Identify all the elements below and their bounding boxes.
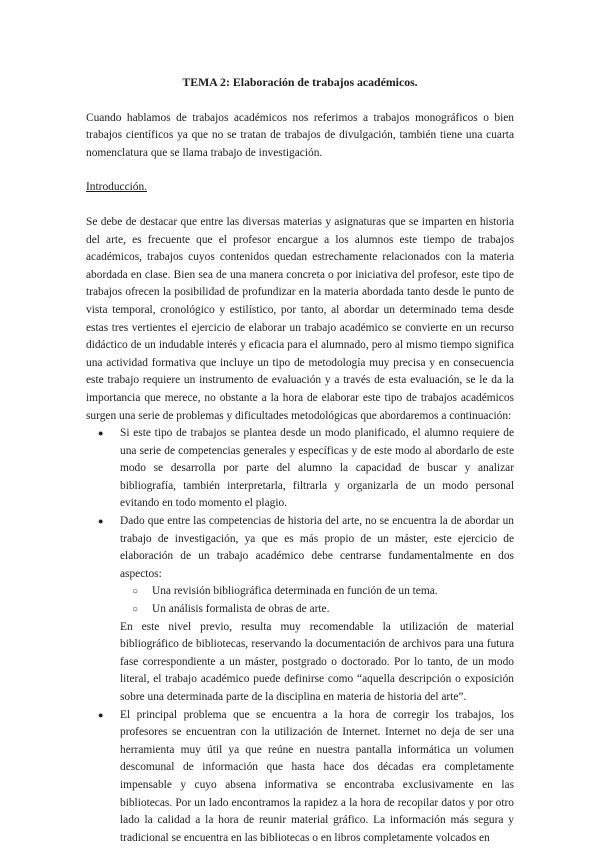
bullet-continuation: En este nivel previo, resulta muy recomendable la utilización de material bibliográfico de bibliotecas, reservando la documentación de archivos para una futura fase correspondiente a un máster, postgrado o doctorado. Por lo tanto, de un modo literal, el trabajo académico puede definirse como “aquella descripción o exposición sobre una determinada parte de la disciplina en materia de historia del arte”. bbox=[120, 620, 514, 703]
sub-bullet-item: ○ Un análisis formalista de obras de arte. bbox=[152, 601, 514, 619]
document-title: TEMA 2: Elaboración de trabajos académicos. bbox=[182, 75, 418, 89]
sub-bullet-item: ○ Una revisión bibliográfica determinada en función de un tema. bbox=[152, 583, 514, 601]
body-paragraph: Se debe de destacar que entre las diversas materias y asignaturas que se imparten en historia del arte, es frecuente que el profesor encargue a los alumnos este tiempo de trabajos académicos, trabajos cuyos contenidos quedan estrechamente relacionados con la materia abordada en clase. Bien sea de una manera concreta o por iniciativa del profesor, este tipo de trabajos ofrecen la posibilidad de profundizar en la materia abordada tanto desde le punto de vista temporal, cronológico y estilístico, por tanto, al abordar un determinado tema desde estas tres vertientes el ejercicio de elaborar un trabajo académico se convierte en un recurso didáctico de un indudable interés y eficacia para el alumnado, pero al mismo tiempo significa una actividad formativa que incluye un tipo de metodología muy precisa y en consecuencia este trabajo requiere un instrumento de evaluación y a través de esta evaluación, se le da la importancia que merece, no obstante a la hora de elaborar este tipo de trabajos académicos surgen una serie de problemas y dificultades metodológicas que abordaremos a continuación: bbox=[86, 215, 514, 422]
bullet-text: Dado que entre las competencias de historia del arte, no se encuentra la de abordar un trabajo de investigación, ya que es más propio de un máster, este ejercicio de elaboración de un trabajo académico debe centrarse fundamentalmente en dos aspectos: bbox=[120, 515, 514, 580]
sub-bullet-list bbox=[120, 583, 514, 618]
bullet-text: El principal problema que se encuentra a la hora de corregir los trabajos, los profesores se encuentran con la utilización de Internet. Internet no deja de ser una herramienta muy útil ya que reúne en nuestra pantalla informática un volumen descomunal de información que hasta hace dos décadas era completamente impensable y cuyo absena informativa se encontraba exclusivamente en las bibliotecas. Por un lado encontramos la rapidez a la hora de recopilar datos y por otro lado la calidad a la hora de reunir material gráfico. La información más segura y tradicional se encuentra en las bibliotecas o en libros completamente volcados en bbox=[120, 708, 514, 844]
bullet-item bbox=[120, 707, 514, 848]
section-heading: Introducción. bbox=[86, 181, 148, 194]
bullet-item bbox=[120, 513, 514, 707]
bullet-list bbox=[86, 425, 514, 847]
intro-paragraph: Cuando hablamos de trabajos académicos nos referimos a trabajos monográficos o bien trabajos científicos ya que no se tratan de trabajos de divulgación, también tiene una cuarta nomenclatura que se llama trabajo de investigación. bbox=[86, 111, 514, 159]
bullet-item bbox=[120, 425, 514, 513]
bullet-text: Si este tipo de trabajos se plantea desde un modo planificado, el alumno requiere de una serie de competencias generales y específicas y de este modo al abordarlo de este modo se desarrolla por parte del alumno la capacidad de buscar y analizar bibliografía, también interpretarla, filtrarla y organizarla de un modo personal evitando en todo momento el plagio. bbox=[120, 427, 514, 510]
